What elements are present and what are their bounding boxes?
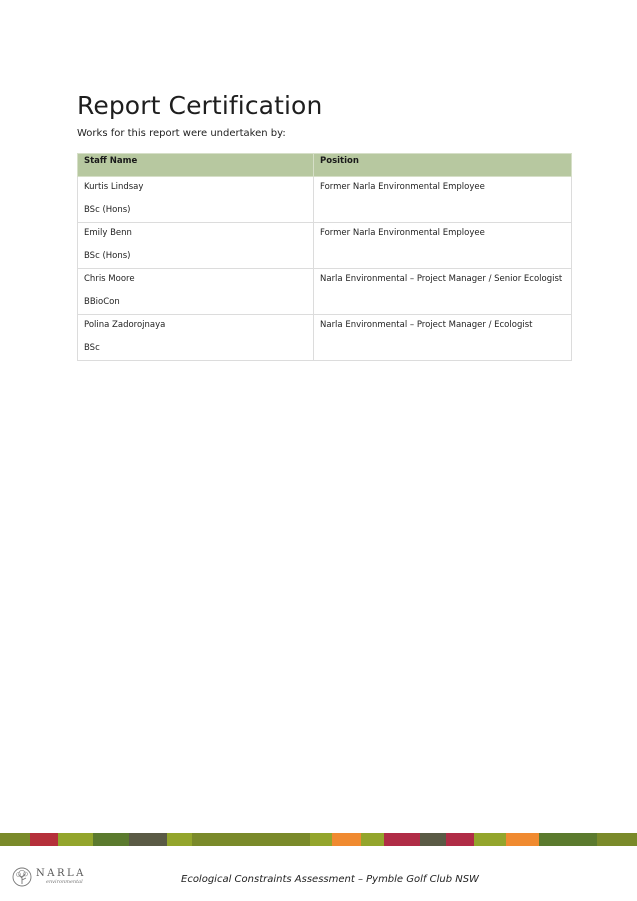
staff-name-cell [78, 315, 314, 361]
position-cell [314, 269, 572, 315]
staff-name: Polina Zadorojnaya [84, 320, 166, 330]
strip-segment [30, 833, 58, 846]
strip-segment [310, 833, 332, 846]
staff-position: Former Narla Environmental Employee [320, 228, 485, 238]
staff-qualification: BSc [84, 343, 100, 353]
strip-segment [332, 833, 361, 846]
logo-name: NARLA [36, 868, 86, 879]
strip-segment [129, 833, 167, 846]
footer-document-title: Ecological Constraints Assessment – Pymble Golf Club NSW [181, 874, 479, 885]
staff-qualification: BBioCon [84, 297, 120, 307]
staff-position: Narla Environmental – Project Manager / Senior Ecologist [320, 274, 563, 284]
strip-segment [361, 833, 384, 846]
header-position: Position [314, 154, 572, 177]
strip-segment [0, 833, 30, 846]
intro-text: Works for this report were undertaken by: [77, 128, 286, 139]
position-cell [314, 315, 572, 361]
strip-segment [539, 833, 597, 846]
page-title: Report Certification [77, 90, 323, 120]
strip-segment [167, 833, 192, 846]
footer-color-strip [0, 833, 637, 846]
strip-segment [420, 833, 446, 846]
staff-name-cell [78, 269, 314, 315]
strip-segment [192, 833, 310, 846]
strip-segment [93, 833, 129, 846]
staff-qualification: BSc (Hons) [84, 205, 131, 215]
position-cell [314, 177, 572, 223]
strip-segment [506, 833, 539, 846]
table-row [78, 315, 572, 361]
staff-name: Chris Moore [84, 274, 135, 284]
strip-segment [58, 833, 93, 846]
staff-name: Kurtis Lindsay [84, 182, 144, 192]
strip-segment [446, 833, 474, 846]
tree-icon [12, 867, 32, 887]
strip-segment [384, 833, 420, 846]
strip-segment [597, 833, 637, 846]
logo-subtitle: environmental [46, 879, 83, 885]
staff-position: Former Narla Environmental Employee [320, 182, 485, 192]
table-row [78, 269, 572, 315]
logo-text [36, 869, 86, 885]
table-row [78, 177, 572, 223]
staff-name-cell [78, 177, 314, 223]
staff-position: Narla Environmental – Project Manager / Ecologist [320, 320, 533, 330]
header-staff-name: Staff Name [78, 154, 314, 177]
table-row [78, 223, 572, 269]
staff-name-cell [78, 223, 314, 269]
staff-name: Emily Benn [84, 228, 132, 238]
strip-segment [474, 833, 506, 846]
staff-table [77, 153, 572, 361]
staff-qualification: BSc (Hons) [84, 251, 131, 261]
position-cell [314, 223, 572, 269]
table-header-row [78, 154, 572, 177]
narla-logo [12, 866, 86, 888]
